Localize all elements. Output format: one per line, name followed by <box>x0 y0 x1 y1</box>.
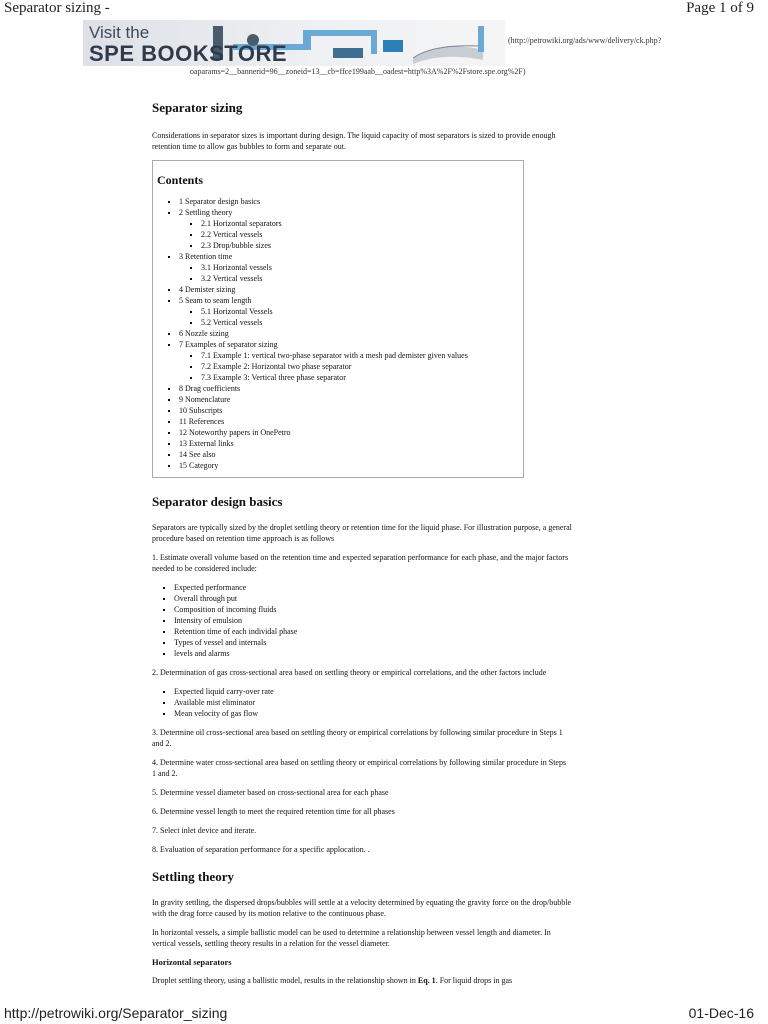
table-of-contents <box>152 160 524 478</box>
list-item: ▪ Overall through put <box>174 593 572 604</box>
toc-item[interactable] <box>179 284 519 295</box>
toc-item-label[interactable]: 5 Seam to seam length <box>179 296 252 305</box>
banner-visit-text: Visit the <box>89 23 150 42</box>
toc-subitem[interactable]: ▪ 2.3 Drop/bubble sizes <box>201 240 519 251</box>
toc-item[interactable] <box>179 416 519 427</box>
toc-item[interactable] <box>179 207 519 251</box>
toc-subitem[interactable]: ▪ 5.2 Vertical vessels <box>201 317 519 328</box>
footer-url: http://petrowiki.org/Separator_sizing <box>4 1005 228 1021</box>
bookstore-banner[interactable] <box>83 20 505 66</box>
toc-item[interactable] <box>179 339 519 383</box>
list-item: ▪ Composition of incoming fluids <box>174 604 572 615</box>
toc-item[interactable] <box>179 427 519 438</box>
paragraph: 2. Determination of gas cross-sectional area based on settling theory or empirical correlations, and the other factors include <box>152 668 547 677</box>
toc-subitem[interactable]: ▪ 3.1 Horizontal vessels <box>201 262 519 273</box>
paragraph-text: Droplet settling theory, using a ballistic model, results in the relationship shown in <box>152 976 418 985</box>
list-item: ▪ Mean velocity of gas flow <box>174 708 572 719</box>
toc-item[interactable] <box>179 383 519 394</box>
toc-item-label[interactable]: 3 Retention time <box>179 252 233 261</box>
toc-subitem[interactable]: ▪ 7.3 Example 3: Vertical three phase separator <box>201 372 519 383</box>
toc-list <box>157 196 519 471</box>
toc-item[interactable] <box>179 405 519 416</box>
list-item: ▪ Expected liquid carry-over rate <box>174 686 572 697</box>
toc-item-label[interactable]: 13 External links <box>179 439 234 448</box>
toc-item-label[interactable]: 1 Separator design basics <box>179 197 261 206</box>
paragraph: 3. Determine oil cross-sectional area based on settling theory or empirical correlations by following similar procedure in Steps 1 and 2. <box>152 728 563 748</box>
toc-item-label[interactable]: 11 References <box>179 417 225 426</box>
toc-item-label[interactable]: 12 Noteworthy papers in OnePetro <box>179 428 291 437</box>
paragraph: 7. Select inlet device and iterate. <box>152 826 257 835</box>
article-title: Separator sizing <box>152 100 243 115</box>
page-number: Page 1 of 9 <box>686 0 754 16</box>
list-item: ▪ Available mist eliminator <box>174 697 572 708</box>
gas-factor-list <box>152 686 572 719</box>
toc-item[interactable] <box>179 394 519 405</box>
list-item: ▪ levels and alarms <box>174 648 572 659</box>
paragraph: Separators are typically sized by the droplet settling theory or retention time for the liquid phase. For illustration purpose, a general procedure based on retention time approach is as follows <box>152 523 572 543</box>
toc-item[interactable] <box>179 328 519 339</box>
list-item: ▪ Types of vessel and internals <box>174 637 572 648</box>
article-intro: Considerations in separator sizes is important during design. The liquid capacity of most separators is sized to provide enough retention time to allow gas bubbles to form and separate out. <box>152 131 556 151</box>
toc-subitem[interactable]: ▪ 2.1 Horizontal separators <box>201 218 519 229</box>
banner-store-text: SPE BOOKSTORE <box>89 41 288 66</box>
section-heading-design-basics: Separator design basics <box>152 494 283 509</box>
paragraph: 8. Evaluation of separation performance for a specific applocation. . <box>152 845 370 854</box>
equation-reference[interactable]: Eq. 1 <box>417 976 436 985</box>
toc-item[interactable] <box>179 460 519 471</box>
factor-list <box>152 582 572 659</box>
toc-sublist <box>179 262 519 284</box>
toc-item-label[interactable]: 15 Category <box>179 461 219 470</box>
toc-item-label[interactable]: 9 Nomenclature <box>179 395 231 404</box>
toc-subitem[interactable]: ▪ 7.1 Example 1: vertical two-phase separator with a mesh pad demister given values <box>201 350 519 361</box>
toc-item-label[interactable]: 2 Settling theory <box>179 208 233 217</box>
list-item: ▪ Expected performance <box>174 582 572 593</box>
paragraph: In gravity settling, the dispersed drops/bubbles will settle at a velocity determined by equating the gravity force on the drop/bubble with the drag force caused by its motion relative to the continuous phase. <box>152 898 572 918</box>
toc-item[interactable] <box>179 196 519 207</box>
toc-subitem[interactable]: ▪ 3.2 Vertical vessels <box>201 273 519 284</box>
toc-sublist <box>179 306 519 328</box>
toc-item-label[interactable]: 14 See also <box>179 450 216 459</box>
toc-item-label[interactable]: 4 Demister sizing <box>179 285 236 294</box>
article-content <box>152 100 572 994</box>
toc-item[interactable] <box>179 295 519 328</box>
toc-item[interactable] <box>179 449 519 460</box>
toc-item-label[interactable]: 6 Nozzle sizing <box>179 329 229 338</box>
toc-sublist <box>179 350 519 383</box>
toc-title: Contents <box>157 173 204 187</box>
list-item: ▪ Intensity of emulsion <box>174 615 572 626</box>
toc-subitem[interactable]: ▪ 2.2 Vertical vessels <box>201 229 519 240</box>
toc-item[interactable] <box>179 438 519 449</box>
footer-date: 01-Dec-16 <box>688 1005 754 1021</box>
toc-item-label[interactable]: 10 Subscripts <box>179 406 223 415</box>
list-item: ▪ Retention time of each individal phase <box>174 626 572 637</box>
subsection-heading-horizontal-separators: Horizontal separators <box>152 957 232 967</box>
paragraph: 4. Determine water cross-sectional area based on settling theory or empirical correlations by following similar procedure in Steps 1 and 2. <box>152 758 567 778</box>
paragraph: 5. Determine vessel diameter based on cross-sectional area for each phase <box>152 788 389 797</box>
toc-subitem[interactable]: ▪ 7.2 Example 2: Horizontal two phase separator <box>201 361 519 372</box>
paragraph: 6. Determine vessel length to meet the required retention time for all phases <box>152 807 395 816</box>
toc-item-label[interactable]: 8 Drag coefficients <box>179 384 241 393</box>
paragraph: In horizontal vessels, a simple ballistic model can be used to determine a relationship between vessel length and diameter. In vertical vessels, settling theory results in a relation for the vessel diameter. <box>152 928 551 948</box>
paragraph <box>152 975 572 986</box>
paragraph-text: . For liquid drops in gas <box>435 976 513 985</box>
banner-link-url[interactable]: (http://petrowiki.org/ads/www/delivery/ck.php? <box>508 36 662 45</box>
toc-item-label[interactable]: 7 Examples of separator sizing <box>179 340 278 349</box>
document-title: Separator sizing - <box>4 0 110 16</box>
toc-subitem[interactable]: ▪ 5.1 Horizontal Vessels <box>201 306 519 317</box>
paragraph: 1. Estimate overall volume based on the retention time and expected separation performance for each phase, and the major factors needed to be considered include: <box>152 553 569 573</box>
toc-item[interactable] <box>179 251 519 284</box>
banner-link-url-cont[interactable]: oaparams=2__bannerid=96__zoneid=13__cb=ffce199aab__oadest=http%3A%2F%2Fstore.spe.org%2F) <box>190 67 526 76</box>
toc-sublist <box>179 218 519 251</box>
section-heading-settling-theory: Settling theory <box>152 869 234 884</box>
